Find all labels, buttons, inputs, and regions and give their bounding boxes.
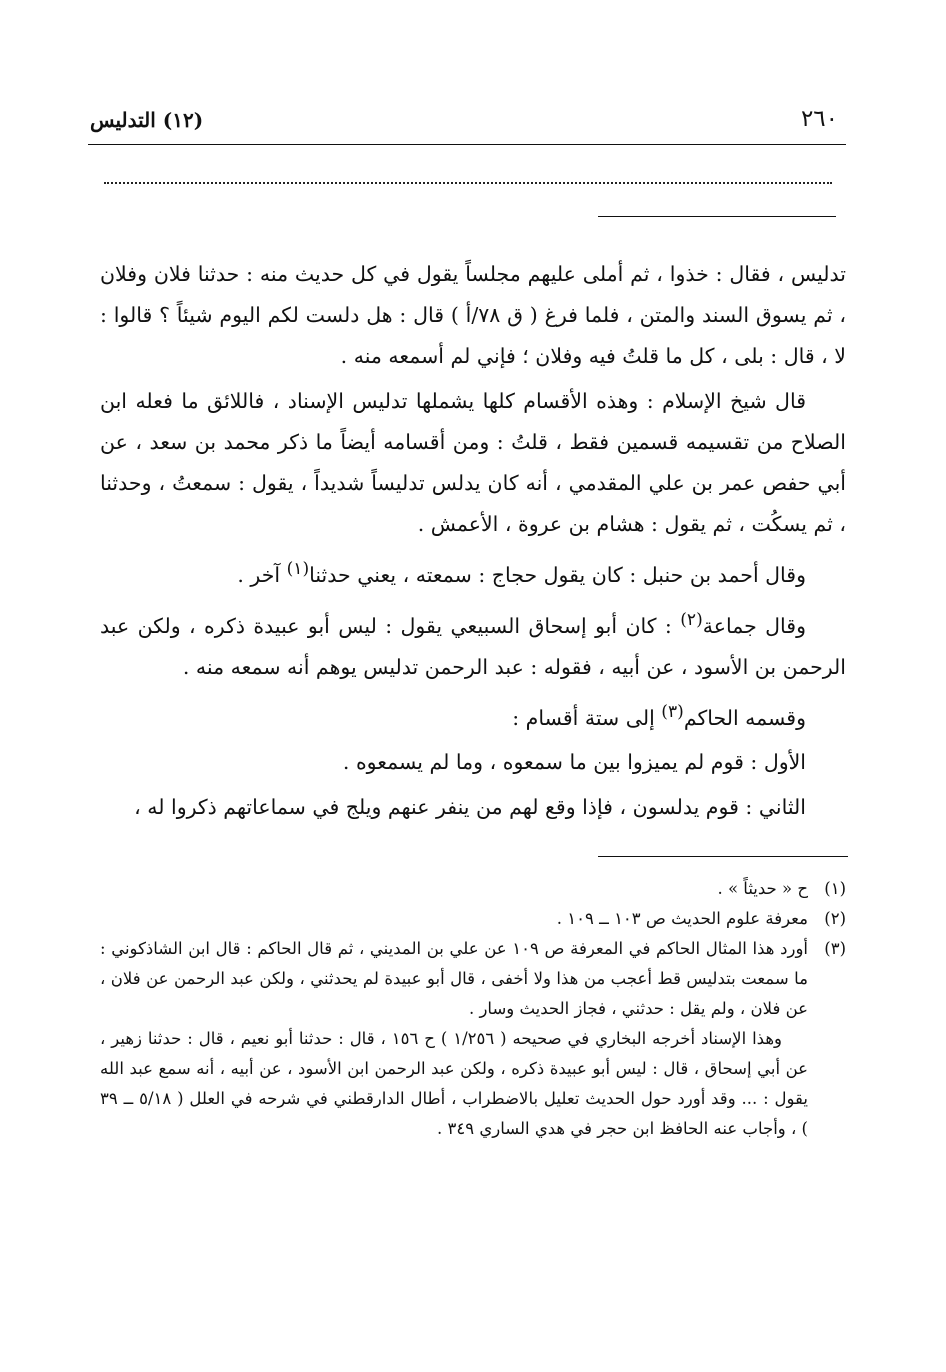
paragraph-3-tail: آخر . bbox=[237, 562, 287, 587]
footnote-separator bbox=[598, 856, 848, 857]
paragraph-4 bbox=[100, 600, 846, 688]
dotted-separator bbox=[104, 182, 832, 184]
paragraph-1: تدليس ، فقال : خذوا ، ثم أملى عليهم مجلساً يقول في كل حديث منه : حدثنا فلان وفلان ، ثم يسوق السند والمتن ، فلما فرغ ( ق ٧٨/أ ) قال : هل دلست لكم اليوم شيئاً ؟ قالوا : لا ، قال : بلى ، كل ما قلتُ فيه وفلان ؛ فإني لم أسمعه منه . bbox=[100, 262, 846, 368]
paragraph-3-text: وقال أحمد بن حنبل : كان يقول حجاج : سمعته ، يعني حدثنا bbox=[309, 562, 806, 587]
footnotes bbox=[100, 874, 846, 1144]
main-text bbox=[100, 254, 846, 832]
footnote-ref-1[interactable]: (١) bbox=[286, 559, 310, 579]
paragraph-4-tail: : كان أبو إسحاق السبيعي يقول : ليس أبو عبيدة ذكره ، ولكن عبد الرحمن بن الأسود ، عن أبيه ، فقوله : عبد الرحمن تدليس يوهم أنه سمعه منه . bbox=[100, 613, 846, 679]
footnote-3 bbox=[100, 934, 846, 1144]
paragraph-5 bbox=[100, 692, 846, 739]
paragraph-5-text: وقسمه الحاكم bbox=[683, 705, 806, 730]
footnote-3-text: أورد هذا المثال الحاكم في المعرفة ص ١٠٩ عن علي بن المديني ، ثم قال الحاكم : قال ابن الشاذكوني : ما سمعت بتدليس قط أعجب من هذا ولا أخفى ، قال أبو عبيدة لم يحدثني ، ولكن عبد الرحمن عن فلان ، عن فلان ، ولم يقل : حدثني ، فجاز الحديث وسار . bbox=[100, 939, 808, 1018]
paragraph-7: الثاني : قوم يدلسون ، فإذا وقع لهم من ينفر عنهم ويلج في سماعاتهم ذكروا له ، bbox=[134, 795, 806, 820]
paragraph-2: قال شيخ الإسلام : وهذه الأقسام كلها يشملها تدليس الإسناد ، فاللائق ما فعله ابن الصلاح من تقسيمه قسمين فقط ، قلتُ : ومن أقسامه أيضاً ما ذكر محمد بن سعد ، عن أبي حفص عمر بن علي المقدمي ، أنه كان يدلس تدليساً شديداً ، يقول : سمعتُ ، وحدثنا ، ثم يسكُت ، ثم يقول : هشام بن عروة ، الأعمش . bbox=[100, 389, 846, 536]
footnote-2-number: (٢) bbox=[824, 909, 846, 928]
paragraph-6: الأول : قوم لم يميزوا بين ما سمعوه ، وما لم يسمعوه . bbox=[342, 750, 806, 775]
footnote-1-text: ح « حديثاً » . bbox=[717, 879, 808, 898]
footnote-1-number: (١) bbox=[824, 879, 846, 898]
footnote-3-number: (٣) bbox=[824, 939, 846, 958]
paragraph-5-tail: إلى ستة أقسام : bbox=[512, 705, 662, 730]
chapter-title: (١٢) التدليس bbox=[90, 108, 204, 132]
footnote-ref-3[interactable]: (٣) bbox=[661, 701, 684, 722]
short-rule bbox=[598, 216, 836, 217]
footnote-3-continuation: وهذا الإسناد أخرجه البخاري في صحيحه ( ١/٢٥٦ ) ح ١٥٦ ، قال : حدثنا أبو نعيم ، قال : حدثنا زهير ، عن أبي إسحاق ، قال : ليس أبو عبيدة ذكره ، ولكن عبد الرحمن ابن الأسود ، عن أبيه ، أنه سمع عبد الله يقول : ... وقد أورد حول الحديث تعليل بالاضطراب ، أطال الدارقطني في شرحه في العلل ( ٥/١٨ ــ ٣٩ ) ، وأجاب عنه الحافظ ابن حجر في هدي الساري ٣٤٩ . bbox=[100, 1029, 808, 1138]
footnote-1 bbox=[100, 874, 846, 904]
footnote-2 bbox=[100, 904, 846, 934]
page-number: ٢٦٠ bbox=[800, 106, 838, 132]
paragraph-4-text: وقال جماعة bbox=[702, 613, 806, 638]
footnote-2-text: معرفة علوم الحديث ص ١٠٣ ــ ١٠٩ . bbox=[556, 909, 808, 928]
footnote-ref-2[interactable]: (٢) bbox=[680, 609, 703, 630]
paragraph-3 bbox=[100, 549, 846, 596]
page-header bbox=[88, 104, 846, 145]
